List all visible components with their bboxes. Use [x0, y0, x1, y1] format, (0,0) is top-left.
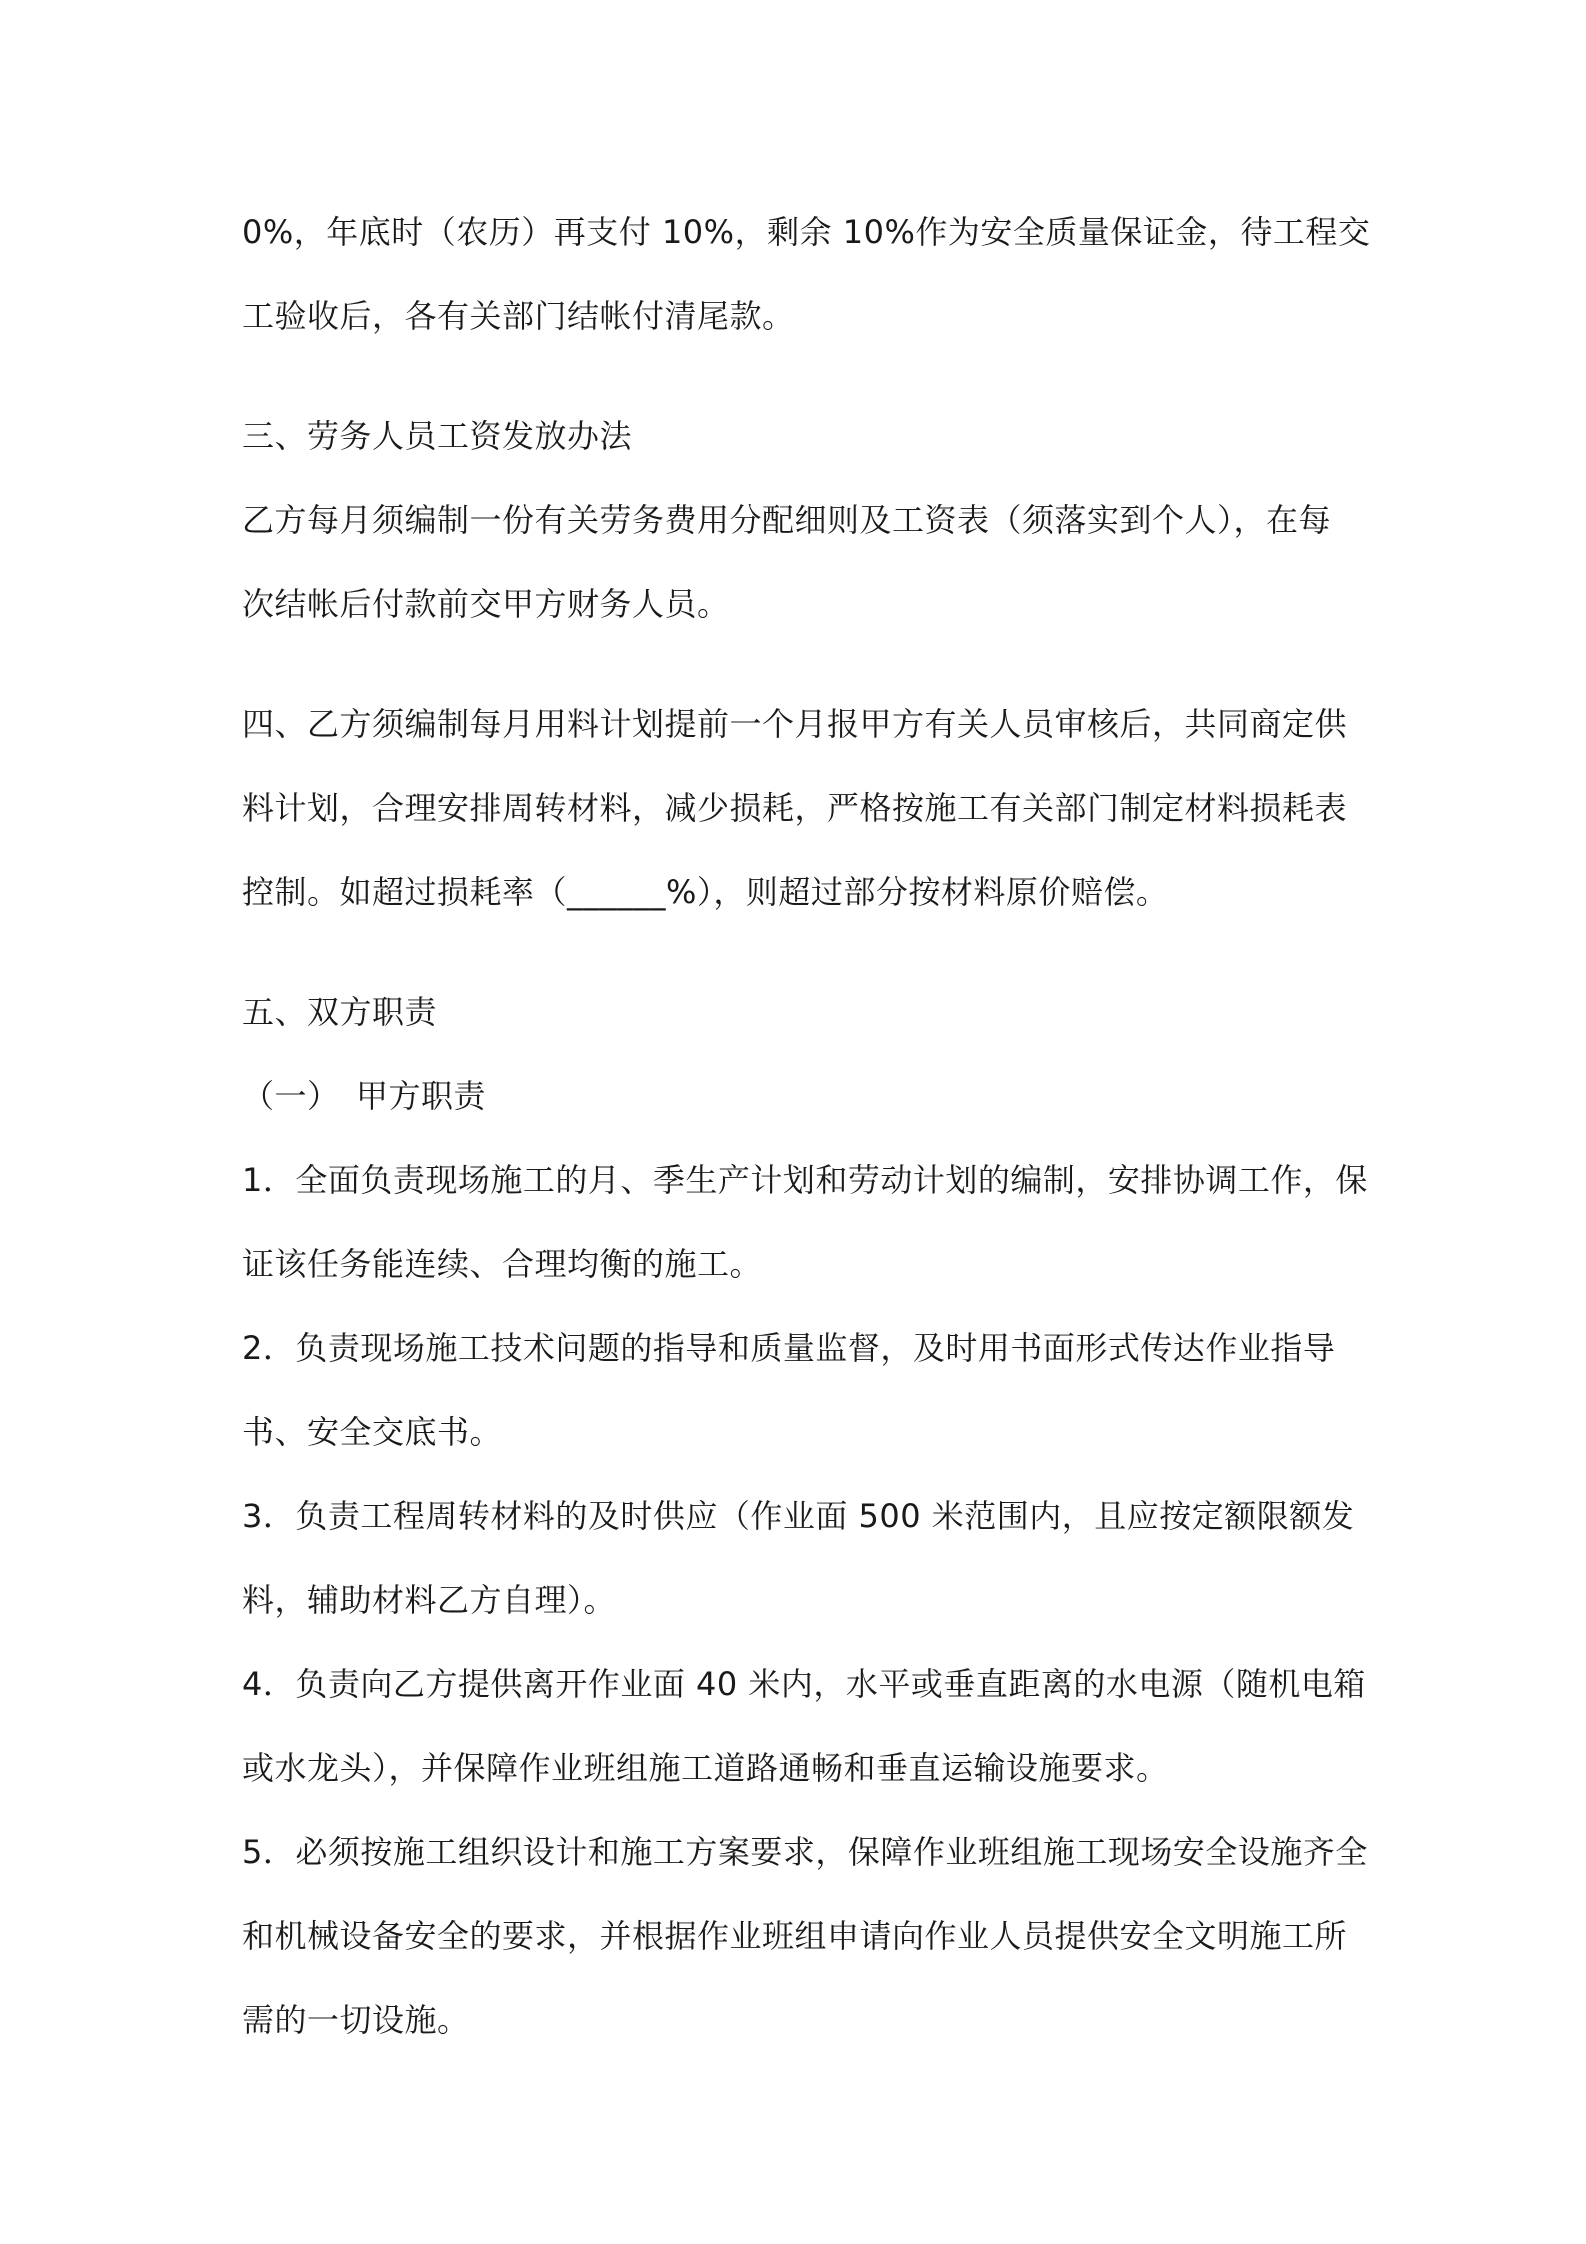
paragraph-gap	[242, 646, 1357, 682]
list-item-line: 2．负责现场施工技术问题的指导和质量监督，及时用书面形式传达作业指导	[242, 1329, 1336, 1367]
list-item-line: 需的一切设施。	[242, 2001, 470, 2039]
text-line: 0%，年底时（农历）再支付 10%，剩余 10%作为安全质量保证金，待工程交	[242, 213, 1371, 251]
paragraph-gap	[242, 934, 1357, 970]
list-item-line: 和机械设备安全的要求，并根据作业班组申请向作业人员提供安全文明施工所	[242, 1917, 1348, 1955]
list-item-line: 3．负责工程周转材料的及时供应（作业面 500 米范围内，且应按定额限额发	[242, 1497, 1355, 1535]
list-item-line: 4．负责向乙方提供离开作业面 40 米内，水平或垂直距离的水电源（随机电箱	[242, 1665, 1366, 1703]
list-item-line: 1．全面负责现场施工的月、季生产计划和劳动计划的编制，安排协调工作，保	[242, 1161, 1368, 1199]
text-line: 料计划，合理安排周转材料，减少损耗，严格按施工有关部门制定材料损耗表	[242, 789, 1348, 827]
document-body	[242, 190, 1371, 2062]
subsection-heading: （一） 甲方职责	[242, 1077, 487, 1115]
text-line: 四、乙方须编制每月用料计划提前一个月报甲方有关人员审核后，共同商定供	[242, 705, 1348, 743]
section-heading: 五、双方职责	[242, 993, 438, 1031]
list-item-line: 证该任务能连续、合理均衡的施工。	[242, 1245, 763, 1283]
section-heading: 三、劳务人员工资发放办法	[242, 417, 633, 455]
text-line: 控制。如超过损耗率（______%），则超过部分按材料原价赔偿。	[242, 873, 1169, 911]
list-item-line: 5．必须按施工组织设计和施工方案要求，保障作业班组施工现场安全设施齐全	[242, 1833, 1368, 1871]
list-item-line: 料，辅助材料乙方自理）。	[242, 1581, 617, 1619]
text-line: 次结帐后付款前交甲方财务人员。	[242, 585, 730, 623]
text-line: 工验收后，各有关部门结帐付清尾款。	[242, 297, 795, 335]
list-item-line: 或水龙头），并保障作业班组施工道路通畅和垂直运输设施要求。	[242, 1749, 1169, 1787]
list-item-line: 书、安全交底书。	[242, 1413, 503, 1451]
text-line: 乙方每月须编制一份有关劳务费用分配细则及工资表（须落实到个人），在每	[242, 501, 1332, 539]
paragraph-gap	[242, 358, 1357, 394]
